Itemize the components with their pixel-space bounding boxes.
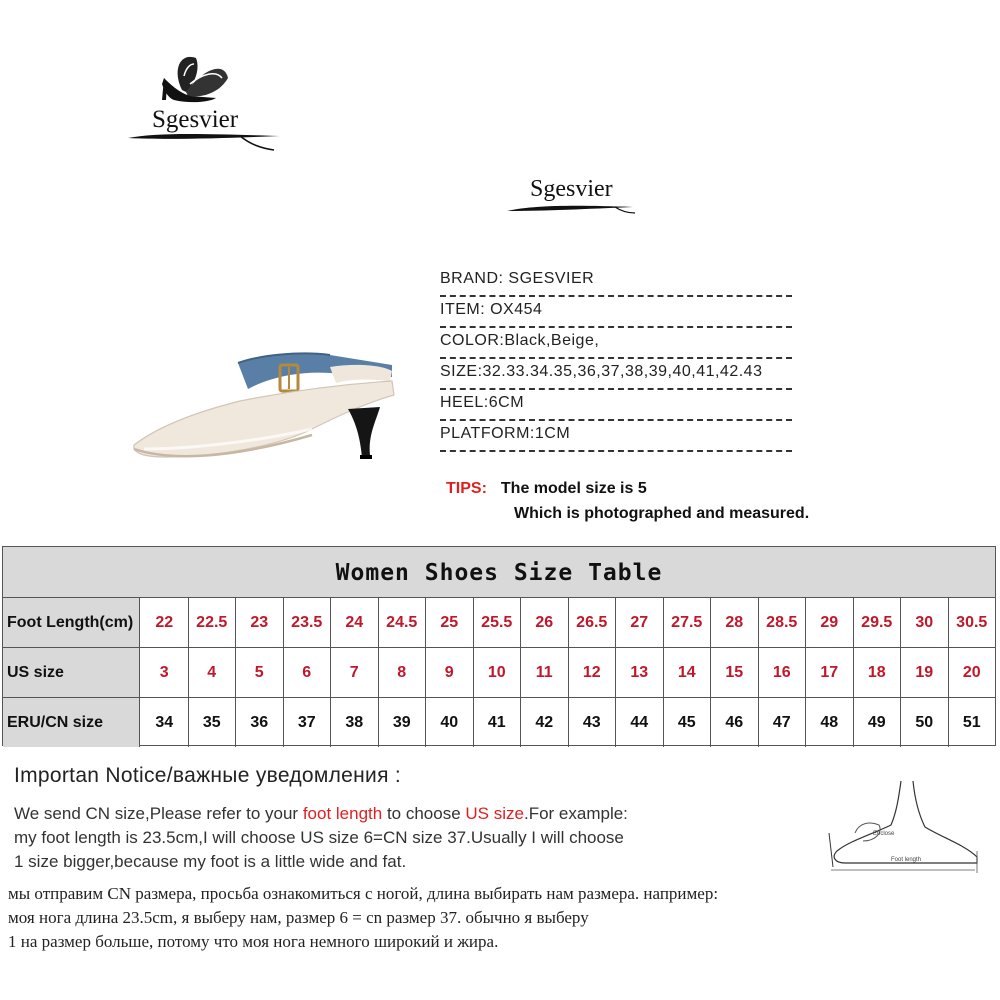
- size-table: [2, 546, 996, 746]
- table-cell: 40: [426, 698, 474, 747]
- notice-en-line3: 1 size bigger,because my foot is a little wide and fat.: [14, 852, 407, 871]
- notice-en-line2: my foot length is 23.5cm,I will choose US size 6=CN size 37.Usually I will choose: [14, 828, 624, 847]
- brand-logo: [120, 40, 290, 160]
- foot-diagram: [825, 775, 990, 875]
- table-row-us-size: [3, 648, 995, 698]
- spec-heel: HEEL:6CM: [440, 390, 792, 421]
- table-cell: 11: [521, 648, 569, 697]
- table-cell: 13: [616, 648, 664, 697]
- highlight-foot-length: foot length: [302, 804, 383, 823]
- table-cell: 50: [901, 698, 949, 747]
- table-cell: 3: [141, 648, 189, 697]
- table-cell: 29.5: [854, 598, 902, 647]
- table-cell: 23.5: [284, 598, 332, 647]
- table-cell: 30.5: [956, 614, 988, 631]
- row-label: ERU/CN size: [3, 698, 140, 747]
- row-cells: [141, 598, 995, 647]
- table-row-foot-length: [3, 598, 995, 648]
- tips: [446, 480, 647, 498]
- table-cell: 28: [711, 598, 759, 647]
- notice-text: .For example:: [523, 804, 628, 823]
- table-cell: 24: [331, 598, 379, 647]
- table-cell: 42: [521, 698, 569, 747]
- foot-label-enclose: Enclose: [873, 831, 895, 837]
- highlight-us-size: US size: [465, 804, 524, 823]
- table-cell: 39: [379, 698, 427, 747]
- notice-en-line1: [14, 804, 628, 824]
- table-cell: 28.5: [759, 598, 807, 647]
- brand-logo-small-text: Sgesvier: [530, 176, 613, 202]
- table-cell: 27: [616, 598, 664, 647]
- table-cell: 35: [189, 698, 237, 747]
- row-label: Foot Length(cm): [3, 598, 140, 647]
- table-cell: 24.5: [379, 598, 427, 647]
- table-title: Women Shoes Size Table: [335, 560, 663, 586]
- table-cell: 38: [331, 698, 379, 747]
- table-cell: 34: [141, 698, 189, 747]
- table-cell: 49: [854, 698, 902, 747]
- notice-ru-line3: 1 на размер больше, потому что моя нога немного широкий и жира.: [8, 932, 499, 951]
- row-label: US size: [3, 648, 140, 697]
- table-cell: 27.5: [664, 598, 712, 647]
- notice-text: to choose: [382, 804, 466, 823]
- table-cell: 25: [426, 598, 474, 647]
- table-cell: 51: [962, 714, 981, 731]
- table-cell: 43: [569, 698, 617, 747]
- table-cell: 16: [759, 648, 807, 697]
- table-cell: 36: [236, 698, 284, 747]
- table-cell: 14: [664, 648, 712, 697]
- table-cell: 10: [474, 648, 522, 697]
- table-cell: 30: [901, 598, 949, 647]
- table-row-eu-cn-size: [3, 698, 995, 747]
- table-cell: 47: [759, 698, 807, 747]
- tips-label: TIPS:: [446, 480, 487, 497]
- table-cell: 26.5: [569, 598, 617, 647]
- notice-ru-line1: мы отправим CN размера, просьба ознакомиться с ногой, длина выбирать нам размера. например:: [8, 884, 719, 903]
- foot-icon: [825, 775, 990, 875]
- table-cell: 15: [711, 648, 759, 697]
- table-cell: 23: [236, 598, 284, 647]
- spec-color: COLOR:Black,Beige,: [440, 328, 792, 359]
- foot-label-length: Foot length: [891, 857, 922, 863]
- row-cells: [141, 698, 995, 747]
- table-cell: 19: [901, 648, 949, 697]
- table-cell: 44: [616, 698, 664, 747]
- table-cell: 26: [521, 598, 569, 647]
- table-cell: 22.5: [189, 598, 237, 647]
- table-cell: 17: [806, 648, 854, 697]
- spec-brand: BRAND: SGESVIER: [440, 266, 792, 297]
- table-cell: 9: [426, 648, 474, 697]
- table-cell: 37: [284, 698, 332, 747]
- table-cell: 22: [141, 598, 189, 647]
- product-image: [130, 345, 400, 470]
- table-cell: 41: [474, 698, 522, 747]
- table-cell: 45: [664, 698, 712, 747]
- table-cell: 5: [236, 648, 284, 697]
- table-cell: 7: [331, 648, 379, 697]
- spec-size: SIZE:32.33.34.35,36,37,38,39,40,41,42.43: [440, 359, 792, 390]
- tips-line1: The model size is 5: [500, 480, 647, 497]
- notice-title: Importan Notice/важные уведомления :: [14, 764, 402, 787]
- tips-line2: Which is photographed and measured.: [514, 505, 810, 522]
- table-cell: 18: [854, 648, 902, 697]
- table-cell: 6: [284, 648, 332, 697]
- table-cell: 8: [379, 648, 427, 697]
- butterfly-heel-icon: [120, 40, 290, 160]
- table-cell: 46: [711, 698, 759, 747]
- notice-text: We send CN size,Please refer to your: [14, 804, 303, 823]
- table-cell: 20: [962, 664, 981, 681]
- table-cell: 25.5: [474, 598, 522, 647]
- notice-ru-line2: моя нога длина 23.5cm, я выберу нам, размер 6 = cn размер 37. обычно я выберу: [8, 908, 589, 927]
- table-cell: 4: [189, 648, 237, 697]
- table-cell: 48: [806, 698, 854, 747]
- table-title-row: [3, 547, 995, 598]
- brand-logo-text: Sgesvier: [152, 106, 239, 133]
- spec-platform: PLATFORM:1CM: [440, 421, 792, 452]
- table-cell: 29: [806, 598, 854, 647]
- row-cells: [141, 648, 995, 697]
- table-cell: 12: [569, 648, 617, 697]
- spec-item: ITEM: OX454: [440, 297, 792, 328]
